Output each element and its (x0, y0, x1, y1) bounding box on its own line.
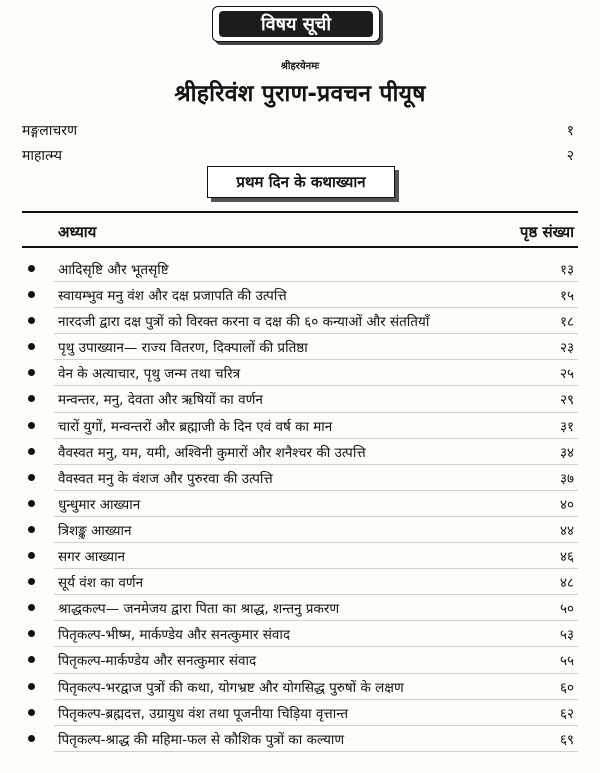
preliminary-label: मङ्गलाचरण (22, 123, 78, 139)
contents-heading: विषय सूची (219, 11, 373, 37)
chapter-title: त्रिशङ्कु आख्यान (58, 522, 132, 539)
preliminary-label: माहात्म्य (22, 148, 62, 164)
chapter-title: सगर आख्यान (58, 549, 126, 566)
toc-row (22, 621, 578, 647)
page-number: ६९ (559, 731, 574, 748)
book-title: श्रीहरिवंश पुराण-प्रवचन पीयूष (174, 81, 426, 107)
page-number: ५० (559, 601, 574, 618)
chapter-title: श्राद्धकल्प— जनमेजय द्वारा पिता का श्राद्ध, शन्तनु प्रकरण (58, 601, 340, 618)
bullet-icon (28, 343, 35, 350)
bullet-icon (28, 448, 35, 455)
chapter-title: वैवस्वत मनु, यम, यमी, अश्विनी कुमारों और शनैश्चर की उत्पत्ति (58, 444, 366, 461)
chapter-title: वैवस्वत मनु के वंशज और पुरुरवा की उत्पत्ति (58, 470, 273, 487)
row-separator (54, 751, 578, 752)
contents-list (22, 256, 578, 752)
toc-row (22, 726, 578, 752)
bullet-icon (28, 500, 35, 507)
page-number: ५३ (559, 627, 574, 644)
toc-row (22, 386, 578, 412)
preliminary-row (22, 121, 578, 140)
toc-row (22, 282, 578, 308)
toc-row (22, 413, 578, 439)
bullet-icon (28, 630, 35, 637)
bullet-icon (28, 317, 35, 324)
toc-row (22, 308, 578, 334)
bullet-icon (28, 474, 35, 481)
toc-row (22, 439, 578, 465)
bullet-icon (28, 709, 35, 716)
bullet-icon (28, 395, 35, 402)
toc-row (22, 543, 578, 569)
page-number: ४६ (559, 549, 574, 566)
chapter-title: पितृकल्प-ब्रह्मदत्त, उग्रायुध वंश तथा पूजनीया चिड़िया वृत्तान्त (58, 705, 349, 722)
bullet-icon (28, 656, 35, 663)
page-number: २३ (559, 340, 574, 357)
page-number: १८ (559, 314, 574, 331)
preliminary-row (22, 146, 578, 165)
toc-row (22, 569, 578, 595)
page-number: ४८ (559, 575, 574, 592)
toc-row (22, 334, 578, 360)
page-number: २९ (559, 392, 574, 409)
toc-row (22, 491, 578, 517)
toc-row (22, 595, 578, 621)
bullet-icon (28, 604, 35, 611)
section-title: प्रथम दिन के कथाख्यान (207, 166, 395, 198)
chapter-title: धुन्धुमार आख्यान (58, 496, 141, 513)
toc-row (22, 517, 578, 543)
chapter-title: आदिसृष्टि और भूतसृष्टि (58, 262, 169, 278)
page-number: १३ (559, 262, 574, 278)
bullet-icon (28, 369, 35, 376)
bullet-icon (28, 552, 35, 559)
chapter-title: चारों युगों, मन्वन्तरों और ब्रह्माजी के दिन एवं वर्ष का मान (58, 418, 333, 435)
chapter-title: सूर्य वंश का वर्णन (58, 575, 144, 592)
bullet-icon (28, 265, 35, 272)
chapter-title: स्वायम्भुव मनु वंश और दक्ष प्रजापति की उत्पत्ति (58, 288, 287, 305)
preliminary-page: १ (566, 123, 574, 139)
bullet-icon (28, 291, 35, 298)
chapter-title: नारदजी द्वारा दक्ष पुत्रों को विरक्त करना व दक्ष की ६० कन्याओं और संततियाँ (58, 314, 430, 331)
page-number: ३४ (559, 444, 574, 461)
page-number: १५ (559, 288, 574, 305)
top-rule (22, 211, 578, 213)
header-rule (22, 246, 578, 248)
page-number: २५ (559, 366, 574, 383)
bullet-icon (28, 526, 35, 533)
chapter-title: वेन के अत्याचार, पृथु जन्म तथा चरित्र (58, 366, 241, 383)
page-number: ३१ (559, 418, 574, 435)
toc-row (22, 674, 578, 700)
toc-row (22, 700, 578, 726)
bullet-icon (28, 735, 35, 742)
preliminary-page: २ (566, 148, 574, 164)
page-number: ६२ (559, 705, 574, 722)
bullet-icon (28, 578, 35, 585)
toc-row (22, 647, 578, 673)
page-number: ४० (559, 496, 574, 513)
chapter-title: पृथु उपाख्यान— राज्य वितरण, दिक्पालों की प्रतिष्ठा (58, 340, 308, 357)
chapter-column-header: अध्याय (58, 223, 97, 241)
chapter-title: मन्वन्तर, मनु, देवता और ऋषियों का वर्णन (58, 392, 263, 409)
page-number: ५५ (559, 653, 574, 670)
bullet-icon (28, 683, 35, 690)
chapter-title: पितृकल्प-श्राद्ध की महिमा-फल से कौशिक पुत्रों का कल्याण (58, 731, 345, 748)
toc-row (22, 256, 578, 282)
page-number: ६० (559, 679, 574, 696)
contents-heading-box (212, 6, 380, 42)
chapter-title: पितृकल्प-भीष्म, मार्कण्डेय और सनत्कुमार संवाद (58, 627, 291, 644)
toc-row (22, 360, 578, 386)
page-number: ४४ (559, 522, 574, 539)
chapter-title: पितृकल्प-भरद्वाज पुत्रों की कथा, योगभ्रष्ट और योगसिद्ध पुरुषों के लक्षण (58, 679, 404, 696)
page-number: ३७ (559, 470, 574, 487)
invocation-line: श्रीहरयेनमः (280, 61, 320, 72)
toc-row (22, 465, 578, 491)
chapter-title: पितृकल्प-मार्कण्डेय और सनत्कुमार संवाद (58, 653, 257, 670)
page-column-header: पृष्ठ संख्या (519, 223, 574, 241)
bullet-icon (28, 422, 35, 429)
